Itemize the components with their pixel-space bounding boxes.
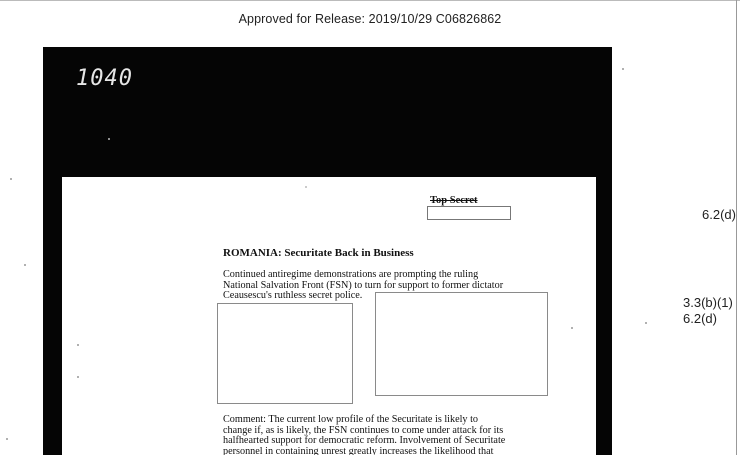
top-rule (0, 0, 740, 1)
scan-speck (108, 138, 110, 140)
handwritten-number: 1040 (76, 66, 133, 91)
summary-line: Continued antiregime demonstrations are prompting the ruling (223, 269, 479, 280)
scan-speck (24, 264, 26, 266)
scan-speck (571, 327, 573, 329)
article-heading: ROMANIA: Securitate Back in Business (223, 247, 414, 259)
comment-line: change if, as is likely, the FSN continues to come under attack for its (223, 424, 504, 436)
exemption-code: 6.2(d) (683, 311, 717, 326)
comment-line: personnel in containing unrest greatly increases the likelihood that (223, 445, 494, 455)
comment-paragraph (223, 415, 568, 455)
scan-speck (645, 322, 647, 324)
redaction-box (375, 292, 548, 396)
summary-line: Ceausescu's ruthless secret police. (223, 290, 363, 301)
classification-marking: Top Secret (430, 195, 478, 206)
scan-speck (305, 186, 307, 188)
scan-speck (10, 178, 12, 180)
exemption-code: 6.2(d) (702, 207, 736, 222)
page-edge (736, 0, 737, 455)
scan-speck (77, 376, 79, 378)
exemption-code: 3.3(b)(1) (683, 295, 733, 310)
comment-line: Comment: The current low profile of the Securitate is likely to (223, 414, 479, 425)
scan-speck (77, 344, 79, 346)
classification-redaction-box (427, 206, 511, 220)
summary-line: National Salvation Front (FSN) to turn for support to former dictator (223, 279, 504, 291)
scan-speck (6, 438, 8, 440)
scan-speck (622, 68, 624, 70)
comment-line: halfhearted support for democratic reform. Involvement of Securitate (223, 435, 506, 446)
release-stamp: Approved for Release: 2019/10/29 C06826862 (238, 12, 502, 26)
redaction-box (217, 303, 353, 404)
